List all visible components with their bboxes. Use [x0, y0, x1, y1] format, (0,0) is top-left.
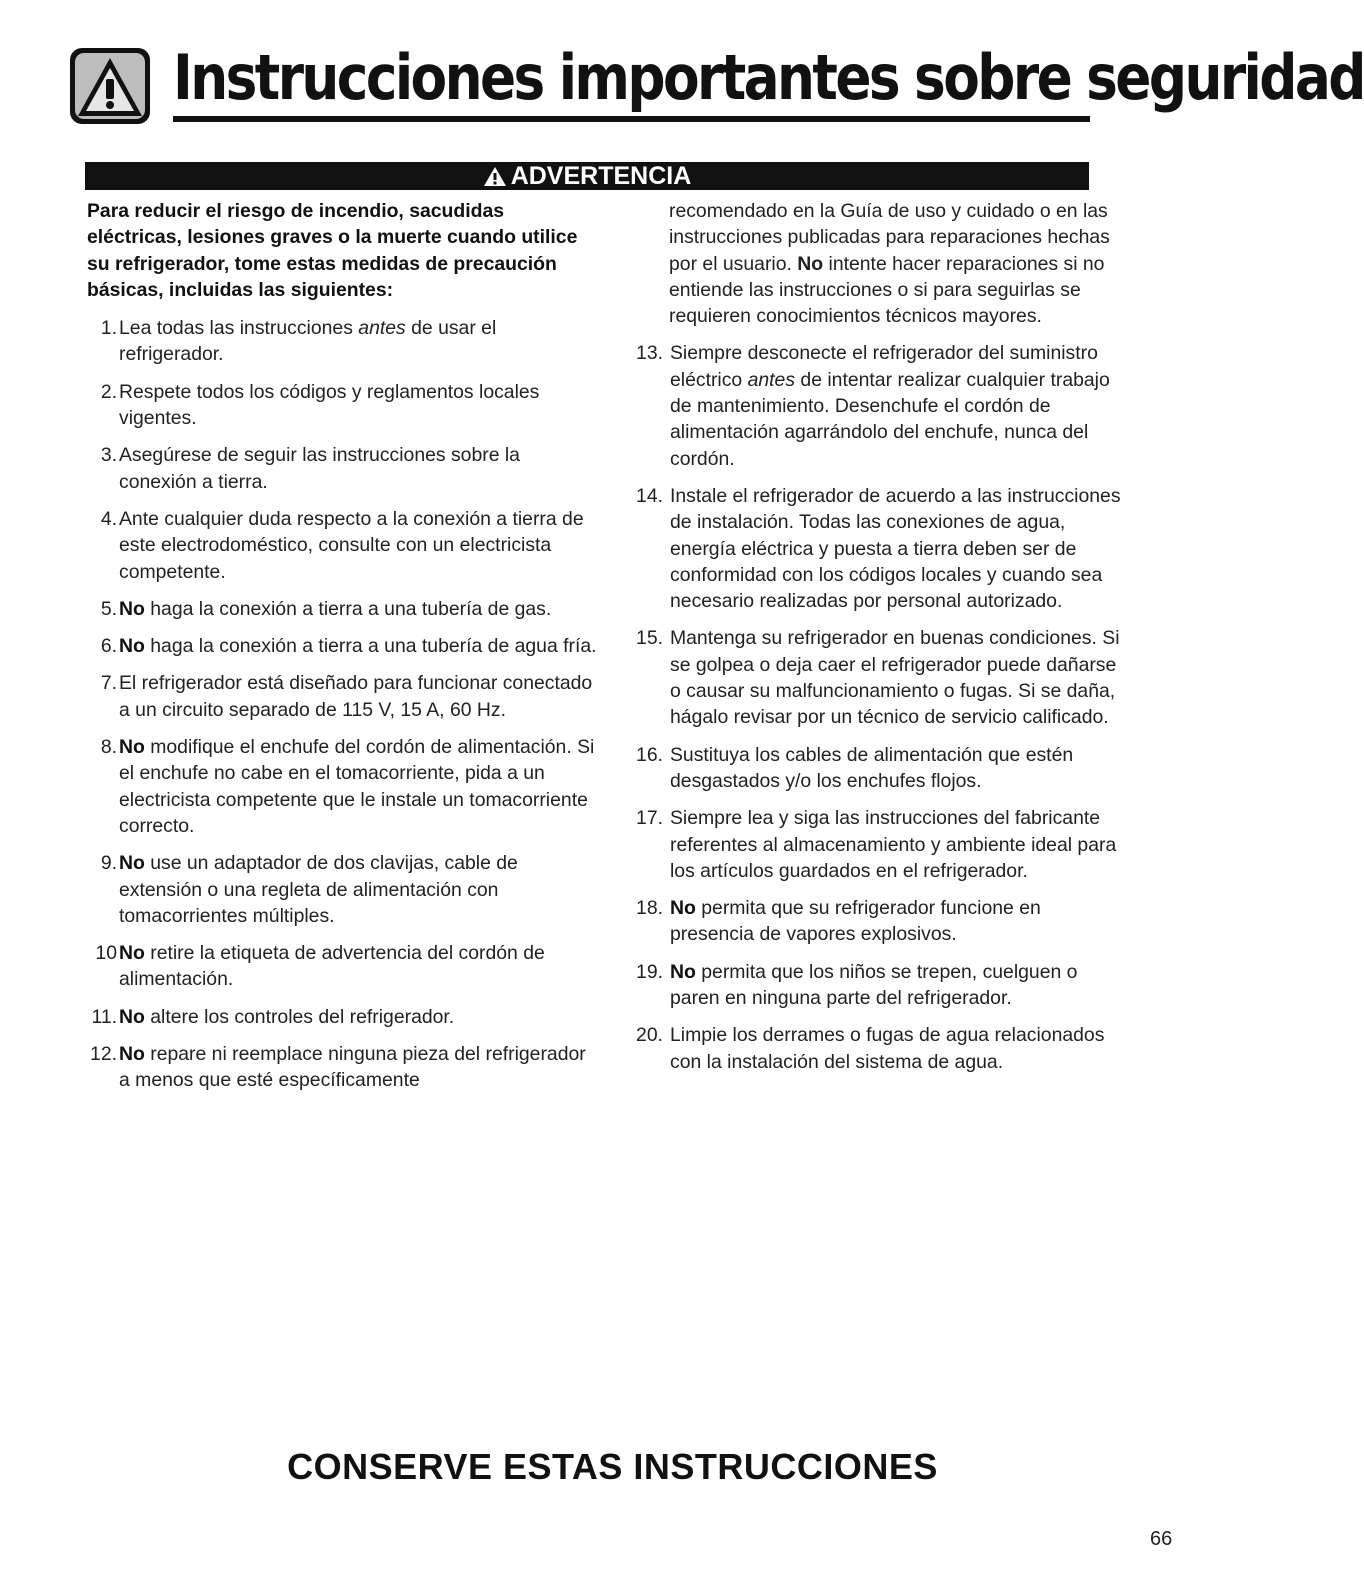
list-item: 8. No modifique el enchufe del cordón de alimentación. Si el enchufe no cabe en el tomacorriente, pida a un electricista competente que le instale un tomacorriente correcto.	[100, 736, 595, 837]
list-item: 5. No haga la conexión a tierra a una tubería de gas.	[100, 597, 552, 620]
page-title: Instrucciones importantes sobre seguridad	[173, 41, 1364, 114]
warning-banner-label: ADVERTENCIA	[510, 162, 692, 190]
page-number: 66	[1150, 1528, 1173, 1550]
header	[68, 28, 1364, 128]
safety-list-left	[87, 315, 597, 1093]
warning-banner	[85, 162, 1089, 190]
right-column	[629, 198, 1129, 1086]
list-item: 9. No use un adaptador de dos clavijas, cable de extensión o una regleta de alimentación con tomacorrientes múltiples.	[100, 852, 518, 927]
list-item: 15. Mantenga su refrigerador en buenas condiciones. Si se golpea o deja caer el refrigerador puede dañarse o causar su malfuncionamiento o fugas. Si se daña, hágalo revisar por un técnico de servicio calificado.	[636, 627, 1120, 729]
warning-triangle-icon	[483, 166, 507, 187]
warning-triangle-icon	[68, 46, 152, 126]
list-item: 7. El refrigerador está diseñado para funcionar conectado a un circuito separado de 115 V, 15 A, 60 Hz.	[100, 672, 593, 721]
list-item: 12. No repare ni reemplace ninguna pieza del refrigerador a menos que esté específicamente	[90, 1043, 586, 1092]
list-item: 10 No retire la etiqueta de advertencia del cordón de alimentación.	[95, 942, 545, 991]
list-item: 3. Asegúrese de seguir las instrucciones sobre la conexión a tierra.	[100, 444, 520, 493]
list-item: 1. Lea todas las instrucciones antes de usar el refrigerador.	[100, 317, 497, 366]
list-item: 18. No permita que su refrigerador funcione en presencia de vapores explosivos.	[636, 897, 1041, 946]
list-item: 17. Siempre lea y siga las instrucciones del fabricante referentes al almacenamiento y ambiente ideal para los artículos guardados en el refrigerador.	[636, 807, 1117, 882]
list-item: 14. Instale el refrigerador de acuerdo a las instrucciones de instalación. Todas las conexiones de agua, energía eléctrica y puesta a tierra deben ser de conformidad con los códigos locales y cuando sea necesario realizadas por personal autorizado.	[636, 484, 1121, 613]
list-item: 16. Sustituya los cables de alimentación que estén desgastados y/o los enchufes flojos.	[636, 743, 1074, 792]
safety-list-right	[629, 340, 1129, 1074]
title-underline	[173, 116, 1090, 122]
footer-title: CONSERVE ESTAS INSTRUCCIONES	[287, 1446, 938, 1487]
list-item: 2. Respete todos los códigos y reglamentos locales vigentes.	[100, 380, 540, 430]
list-item: 13. Siempre desconecte el refrigerador del suministro eléctrico antes de intentar realizar cualquier trabajo de mantenimiento. Desenchufe el cordón de alimentación agarrándolo del enchufe, nunca del cordón.	[636, 342, 1110, 470]
list-item: 11. No altere los controles del refrigerador.	[91, 1005, 455, 1028]
list-item: 19. No permita que los niños se trepen, cuelguen o paren en ninguna parte del refrigerador.	[636, 960, 1078, 1010]
list-item: 20. Limpie los derrames o fugas de agua relacionados con la instalación del sistema de agua.	[636, 1024, 1105, 1073]
left-column	[87, 198, 597, 1105]
intro-paragraph: Para reducir el riesgo de incendio, sacudidas eléctricas, lesiones graves o la muerte cuando utilice su refrigerador, tome estas medidas de precaución básicas, incluidas las siguientes:	[87, 200, 578, 301]
list-item: 4. Ante cualquier duda respecto a la conexión a tierra de este electrodoméstico, consulte con un electricista competente.	[100, 507, 584, 583]
list-item: 6. No haga la conexión a tierra a una tubería de agua fría.	[100, 635, 597, 658]
item-12-continuation: recomendado en la Guía de uso y cuidado o en las instrucciones publicadas para reparaciones hechas por el usuario. No intente hacer reparaciones si no entiende las instrucciones o si para seguirlas se requieren conocimientos técnicos mayores.	[669, 200, 1110, 328]
